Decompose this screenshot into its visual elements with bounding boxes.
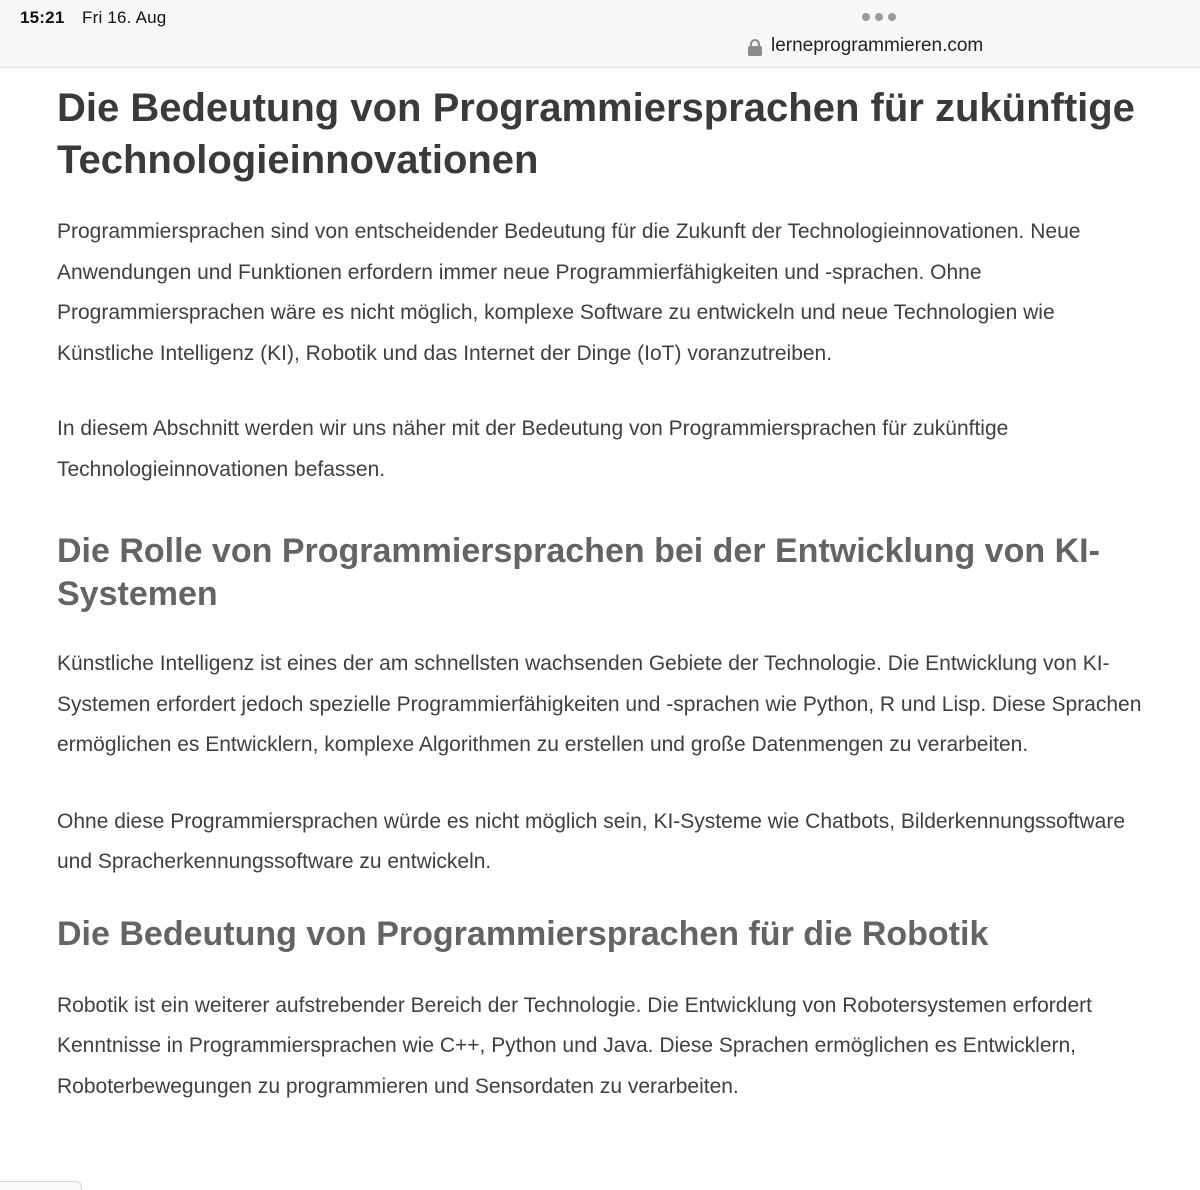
section-heading-ki: Die Rolle von Programmiersprachen bei der Entwicklung von KI-Systemen [57,532,1100,613]
ellipsis-icon[interactable] [862,12,896,22]
section-robotik-paragraph-1: Robotik ist ein weiterer aufstrebender Bereich der Technologie. Die Entwicklung von Robotersystemen erfordert Kenntnisse in Programmiersprachen wie C++, Python und Java. Diese Sprachen ermöglichen es Entwicklern, Roboterbewegungen zu programmieren und Sensordaten zu verarbeiten. [57,993,1092,1098]
section-ki-paragraph-2: Ohne diese Programmiersprachen würde es nicht möglich sein, KI-Systeme wie Chatbots, Bilderkennungssoftware und Spracherkennungssoftware zu entwickeln. [57,809,1126,873]
article-title: Die Bedeutung von Programmiersprachen für zukünftige Technologieinnovationen [57,86,1135,182]
dot [862,13,870,21]
intro-paragraph-2: In diesem Abschnitt werden wir uns näher mit der Bedeutung von Programmiersprachen für zukünftige Technologieinnovationen befassen. [57,417,1009,481]
lock-icon [748,39,762,57]
dot [888,13,896,21]
section-ki-paragraph-1: Künstliche Intelligenz ist eines der am schnellsten wachsenden Gebiete der Technologie. Die Entwicklung von KI-Systemen erfordert jedoch spezielle Programmierfähigkeiten und -sprachen wie Python, R und Lisp. Diese Sprachen ermöglichen es Entwicklern, komplexe Algorithmen zu erstellen und große Datenmengen zu verarbeiten. [57,652,1142,756]
article [57,82,1157,1107]
status-time: 15:21 [20,8,65,27]
url-text: lerneprogrammieren.com [771,35,984,56]
intro-paragraph-1: Programmiersprachen sind von entscheidender Bedeutung für die Zukunft der Technologieinnovationen. Neue Anwendungen und Funktionen erfordern immer neue Programmierfähigkeiten und -sprachen. Ohne Programmiersprachen wäre es nicht möglich, komplexe Software zu entwickeln und neue Technologien wie Künstliche Intelligenz (KI), Robotik und das Internet der Dinge (IoT) voranzutreiben. [57,220,1081,365]
address-bar[interactable] [748,33,983,59]
dot [875,13,883,21]
status-date: Fri 16. Aug [82,8,167,27]
bottom-toolbar-edge [0,1181,82,1190]
section-heading-robotik: Die Bedeutung von Programmiersprachen für die Robotik [57,914,989,953]
status-bar [0,0,1200,68]
